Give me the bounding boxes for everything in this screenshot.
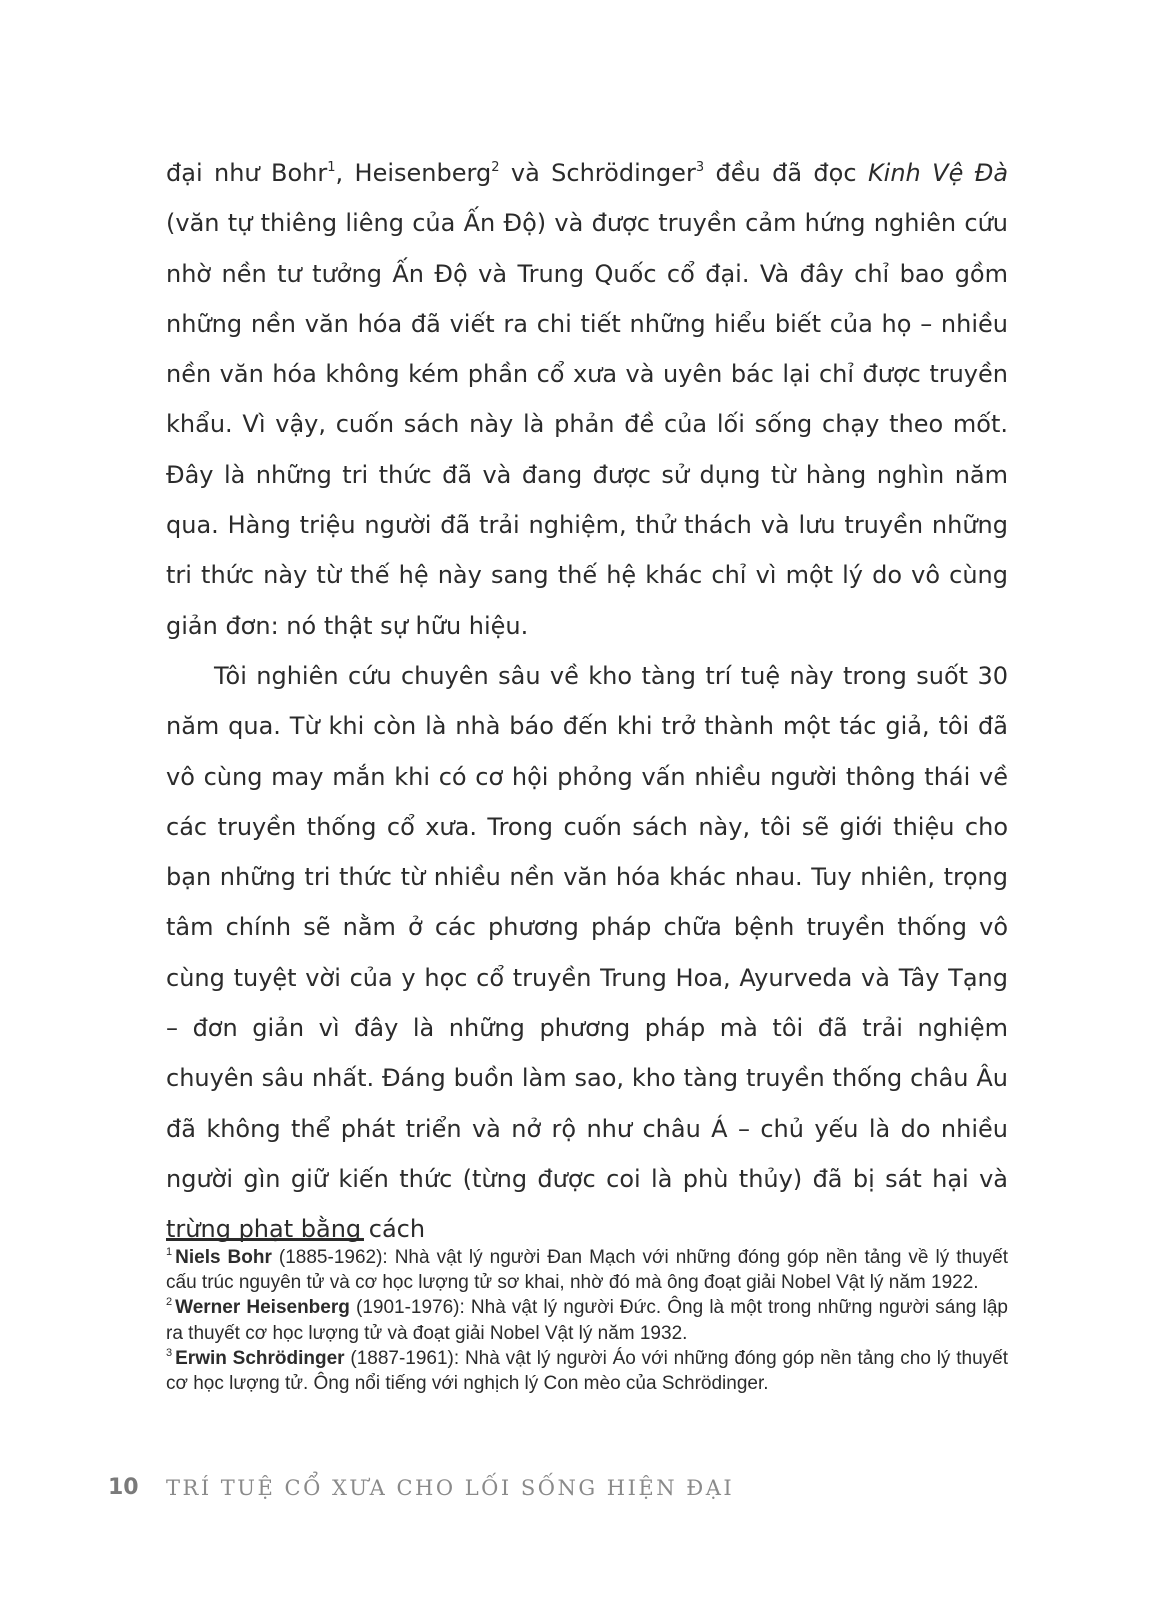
paragraph-1-segment: đều đã đọc xyxy=(704,159,868,187)
paragraph-1-segment: , Heisenberg xyxy=(335,159,492,187)
footnote-2 xyxy=(166,1295,1008,1345)
footnote-3 xyxy=(166,1346,1008,1396)
running-title: TRÍ TUỆ CỔ XƯA CHO LỐI SỐNG HIỆN ĐẠI xyxy=(166,1476,735,1500)
paragraph-1-segment: và Schrödinger xyxy=(499,159,696,187)
footnote-ref-3: 3 xyxy=(695,160,705,175)
footnote-ref-1: 1 xyxy=(327,160,336,175)
paragraph-1 xyxy=(166,148,1008,651)
body-text xyxy=(166,148,1008,1255)
footnote-text: (1887-1961): Nhà vật lý người Áo với những đóng góp nền tảng cho lý thuyết cơ học lượng tử. Ông nổi tiếng với nghịch lý Con mèo của Schrödinger. xyxy=(166,1347,1008,1395)
footnote-text: (1885-1962): Nhà vật lý người Đan Mạch với những đóng góp nền tảng về lý thuyết cấu trúc nguyên tử và cơ học lượng tử sơ khai, nhờ đó mà ông đoạt giải Nobel Vật lý năm 1922. xyxy=(166,1247,1009,1294)
footnote-name: Niels Bohr xyxy=(175,1247,272,1268)
footnote-1 xyxy=(166,1245,1008,1295)
footnote-name: Werner Heisenberg xyxy=(175,1297,350,1319)
footnote-ref-2: 2 xyxy=(491,160,500,175)
footnote-number: 2 xyxy=(166,1296,173,1309)
footnote-text: (1901-1976): Nhà vật lý người Đức. Ông là một trong những người sáng lập ra thuyết cơ học lượng tử và đoạt giải Nobel Vật lý năm 1932. xyxy=(166,1297,1008,1344)
paragraph-1-segment: (văn tự thiêng liêng của Ấn Độ) và được truyền cảm hứng nghiên cứu nhờ nền tư tưởng Ấn Độ và Trung Quốc cổ đại. Và đây chỉ bao gồm những nền văn hóa đã viết ra chi tiết những hiểu biết của họ – nhiều nền văn hóa không kém phần cổ xưa và uyên bác lại chỉ được truyền khẩu. Vì vậy, cuốn sách này là phản đề của lối sống chạy theo mốt. Đây là những tri thức đã và đang được sử dụng từ hàng nghìn năm qua. Hàng triệu người đã trải nghiệm, thử thách và lưu truyền những tri thức này từ thế hệ này sang thế hệ khác chỉ vì một lý do vô cùng giản đơn: nó thật sự hữu hiệu. xyxy=(166,209,1008,640)
footnote-name: Erwin Schrödinger xyxy=(175,1347,345,1369)
footnote-divider xyxy=(166,1238,364,1241)
footnote-number: 1 xyxy=(166,1246,173,1258)
footnotes xyxy=(166,1245,1008,1396)
footnote-number: 3 xyxy=(166,1346,173,1359)
paragraph-2: Tôi nghiên cứu chuyên sâu về kho tàng trí tuệ này trong suốt 30 năm qua. Từ khi còn là nhà báo đến khi trở thành một tác giả, tôi đã vô cùng may mắn khi có cơ hội phỏng vấn nhiều người thông thái về các truyền thống cổ xưa. Trong cuốn sách này, tôi sẽ giới thiệu cho bạn những tri thức từ nhiều nền văn hóa khác nhau. Tuy nhiên, trọng tâm chính sẽ nằm ở các phương pháp chữa bệnh truyền thống vô cùng tuyệt vời của y học cổ truyền Trung Hoa, Ayurveda và Tây Tạng – đơn giản vì đây là những phương pháp mà tôi đã trải nghiệm chuyên sâu nhất. Đáng buồn làm sao, kho tàng truyền thống châu Âu đã không thể phát triển và nở rộ như châu Á – chủ yếu là do nhiều người gìn giữ kiến thức (từng được coi là phù thủy) đã bị sát hại và trừng phạt bằng cách xyxy=(166,661,1008,1244)
paragraph-1-segment: đại như Bohr xyxy=(166,159,328,187)
book-title-italic: Kinh Vệ Đà xyxy=(867,159,1009,187)
page-number: 10 xyxy=(108,1475,139,1500)
